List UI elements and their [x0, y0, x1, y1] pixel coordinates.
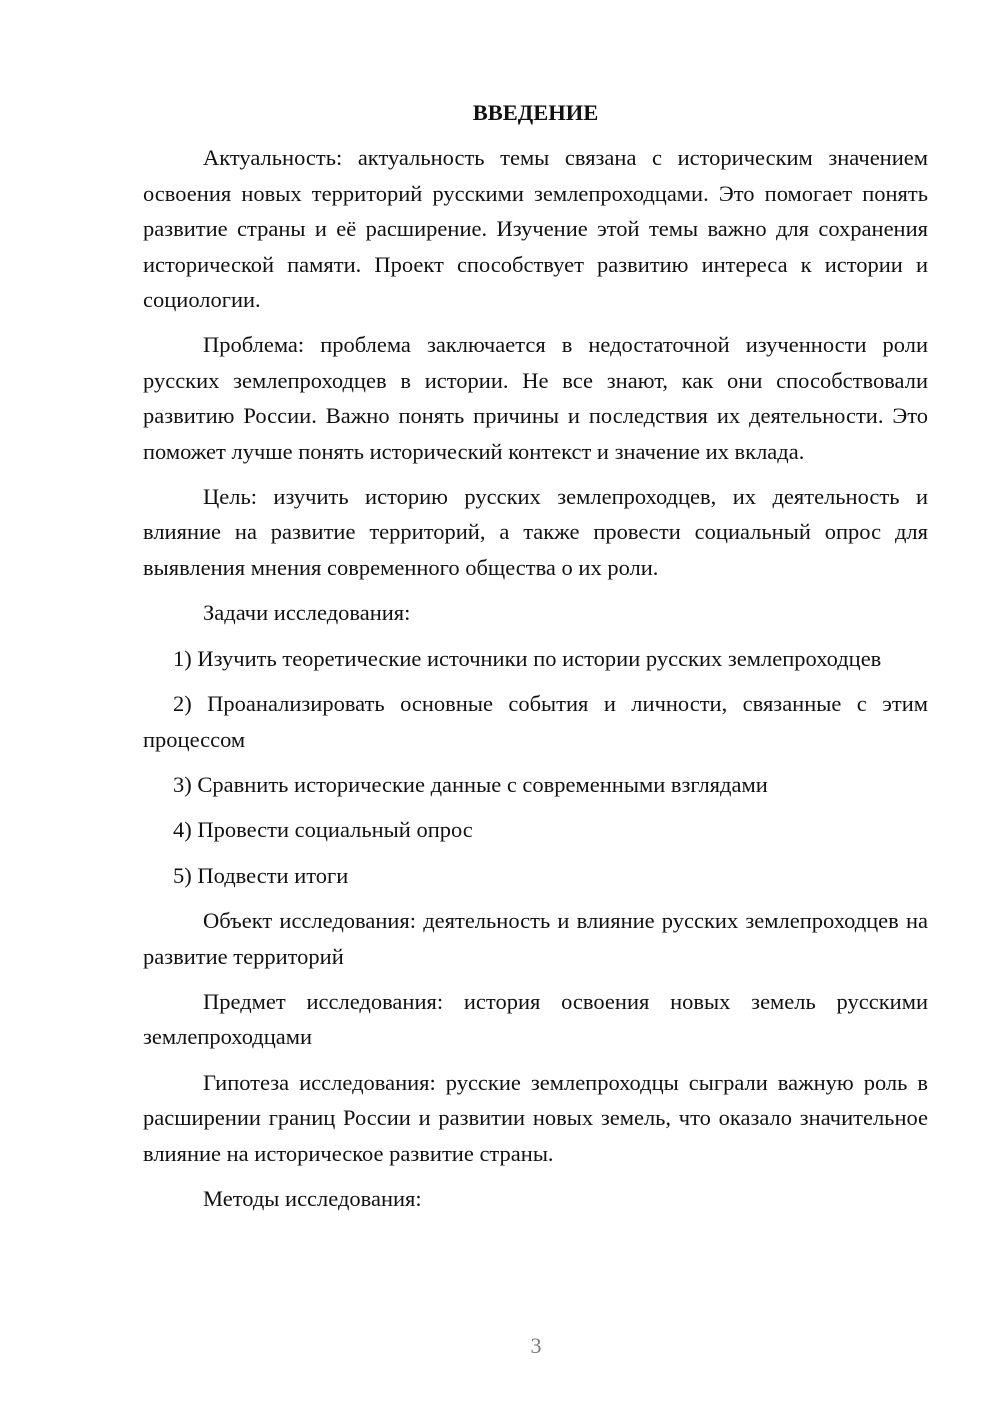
- page-body: [143, 95, 928, 1226]
- page-title: ВВЕДЕНИЕ: [472, 100, 599, 125]
- page-number: 3: [530, 1333, 542, 1358]
- problem-paragraph: Проблема: проблема заключается в недостаточной изученности роли русских землепроходцев в истории. Не все знают, как они способствовали развитию России. Важно понять причины и последствия их деятельности. Это поможет лучше понять исторический контекст и значение их вклада.: [143, 332, 928, 464]
- task-item-2: 2) Проанализировать основные события и личности, связанные с этим процессом: [143, 691, 928, 752]
- tasks-list: [143, 641, 928, 893]
- task-item-1: 1) Изучить теоретические источники по истории русских землепроходцев: [173, 645, 882, 671]
- relevance-paragraph: Актуальность: актуальность темы связана с историческим значением освоения новых территорий русскими землепроходцами. Это помогает понять развитие страны и её расширение. Изучение этой темы важно для сохранения исторической памяти. Проект способствует развитию интереса к истории и социологии.: [143, 145, 928, 313]
- task-item-4: 4) Провести социальный опрос: [173, 817, 473, 843]
- goal-paragraph: Цель: изучить историю русских землепроходцев, их деятельность и влияние на развитие территорий, а также провести социальный опрос для выявления мнения современного общества о их роли.: [143, 484, 928, 580]
- hypothesis-paragraph: Гипотеза исследования: русские землепроходцы сыграли важную роль в расширении границ России и развитии новых земель, что оказало значительное влияние на историческое развитие страны.: [143, 1069, 928, 1166]
- subject-paragraph: Предмет исследования: история освоения новых земель русскими землепроходцами: [143, 988, 928, 1050]
- task-item-3: 3) Сравнить исторические данные с современными взглядами: [173, 771, 768, 797]
- task-item-5: 5) Подвести итоги: [173, 862, 349, 888]
- tasks-heading: Задачи исследования:: [203, 600, 411, 626]
- object-paragraph: Объект исследования: деятельность и влияние русских землепроходцев на развитие территорий: [143, 908, 928, 969]
- methods-heading: Методы исследования:: [203, 1185, 422, 1211]
